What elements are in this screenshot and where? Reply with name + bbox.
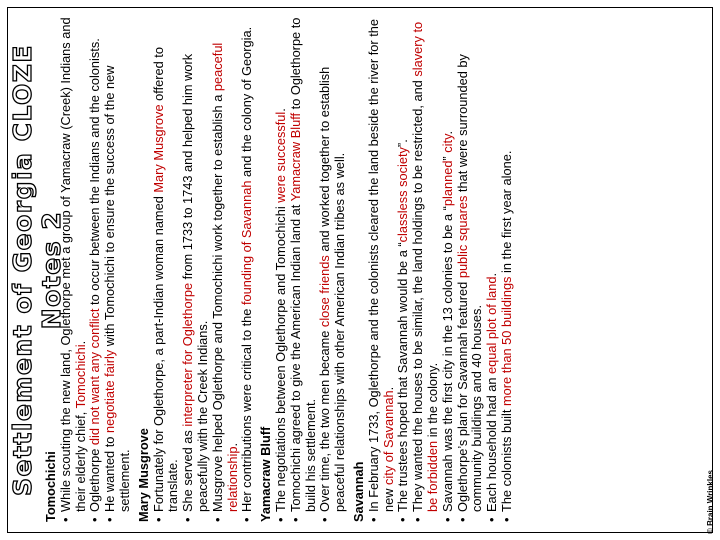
bullet-item: [59, 17, 89, 522]
copyright-label: © Brain Wrinkles: [706, 470, 715, 534]
highlighted-term: Tomochichi: [72, 344, 88, 409]
bullet-text: Oglethorpe’s plan for Savannah featured: [454, 278, 470, 512]
bullet-text: .: [72, 340, 88, 345]
highlighted-term: Mary Musgrove: [150, 104, 166, 193]
bullet-text: Each household had an: [484, 373, 500, 512]
bullet-item: [441, 17, 456, 522]
section-yamacraw-bluff: [259, 17, 348, 522]
bullet-text: While scouting the new land, Oglethorpe met a group of Yamacraw (Creek) Indians and their elderly chief,: [57, 17, 88, 512]
section-heading: Savannah: [350, 461, 366, 522]
highlighted-term: slavery to be forbidden: [410, 21, 440, 512]
highlighted-term: Yamacraw Bluff: [287, 112, 303, 202]
bullet-item: [367, 17, 397, 522]
section-heading: Tomochichi: [43, 451, 58, 522]
highlighted-term: public squares: [454, 195, 470, 279]
highlighted-term: more than 50 buildings: [498, 276, 514, 407]
bullet-item: [396, 17, 411, 522]
bullet-text: ”.: [395, 139, 411, 148]
bullet-text: Musgrove helped Oglethorpe and Tomochichi work together to establish a: [209, 91, 225, 512]
bullet-item: [274, 17, 289, 522]
section-heading: Yamacraw Bluff: [258, 426, 274, 522]
bullet-text: .: [484, 272, 500, 277]
highlighted-term: city: [439, 134, 455, 153]
bullet-text: Savannah was the first city in the 13 colonies to be a “: [439, 206, 455, 512]
bullet-text: Tomochichi agreed to give the American Indian land at: [287, 201, 303, 512]
bullet-text: He wanted to: [102, 433, 118, 512]
bullet-text: ”: [439, 152, 455, 161]
bullet-text: to Oglethorpe to build his settlement.: [287, 17, 318, 512]
bullet-list: [274, 17, 348, 522]
bullet-item: [500, 17, 515, 522]
bullet-text: in the colony.: [424, 362, 440, 441]
section-mary-musgrove: [137, 17, 255, 522]
bullet-item: [456, 17, 486, 522]
bullet-item: [181, 17, 211, 522]
bullet-text: The negotiations between Oglethorpe and Tomochichi: [272, 202, 288, 512]
section-savannah: [352, 17, 515, 522]
bullet-text: that were surrounded by community buildings and 40 houses.: [454, 54, 485, 512]
highlighted-term: did not want any conflict: [87, 308, 103, 446]
bullet-text: offered to translate.: [150, 47, 181, 512]
highlighted-term: negotiate fairly: [102, 349, 118, 434]
section-tomochichi: [44, 17, 133, 522]
highlighted-term: were successful: [272, 111, 288, 203]
bullet-text: to occur between the Indians and the colonists.: [87, 38, 103, 309]
page-title: Settlement of Georgia CLOZE Notes 2: [8, 44, 66, 496]
bullet-item: [240, 17, 255, 522]
highlighted-term: interpreter for Oglethorpe: [180, 282, 196, 427]
highlighted-term: classless society: [395, 147, 411, 243]
bullet-item: [318, 17, 348, 522]
bullet-list: [59, 17, 133, 522]
highlighted-term: founding of Savannah: [239, 180, 255, 306]
section-heading: Mary Musgrove: [135, 428, 151, 522]
bullet-text: Over time, the two men became: [317, 327, 333, 512]
bullet-item: [103, 17, 133, 522]
bullet-text: .: [439, 130, 455, 135]
bullet-text: She served as: [180, 426, 196, 512]
notes-content: [44, 17, 519, 522]
bullet-list: [367, 17, 515, 522]
highlighted-term: city of Savannah: [380, 390, 396, 485]
bullet-text: Fortunately for Oglethorpe, a part-Indian woman named: [150, 192, 166, 512]
bullet-item: [289, 17, 319, 522]
bullet-item: [211, 17, 241, 522]
bullet-text: In February 1733, Oglethorpe and the colonists cleared the land beside the river for the new: [365, 19, 396, 512]
bullet-text: in the first year alone.: [498, 150, 514, 277]
bullet-text: Her contributions were critical to the: [239, 305, 255, 512]
highlighted-term: equal plot of land: [484, 276, 500, 374]
bullet-text: from 1733 to 1743 and helped him work peacefully with the Creek Indians.: [180, 53, 210, 512]
bullet-text: The trustees hoped that Savannah would be a “: [395, 242, 411, 512]
bullet-text: .: [380, 386, 396, 391]
bullet-text: and worked together to establish peaceful relationships with other American Indian tribes as well.: [317, 66, 348, 512]
bullet-text: and the colony of Georgia.: [239, 26, 255, 181]
highlighted-term: planned: [439, 160, 455, 207]
bullet-item: [485, 17, 500, 522]
bullet-text: with Tomochichi to ensure the success of the new settlement.: [102, 65, 132, 512]
highlighted-term: peaceful relationship: [209, 42, 240, 512]
bullet-item: [411, 17, 441, 522]
bullet-item: [88, 17, 103, 522]
bullet-text: Oglethorpe: [87, 445, 103, 512]
bullet-text: The colonists built: [498, 406, 514, 512]
bullet-item: [152, 17, 182, 522]
bullet-list: [152, 17, 256, 522]
bullet-text: They wanted the houses to be similar, the land holdings to be restricted, and: [410, 76, 426, 512]
bullet-text: .: [272, 108, 288, 112]
bullet-text: .: [224, 442, 240, 447]
highlighted-term: close friends: [317, 255, 333, 328]
